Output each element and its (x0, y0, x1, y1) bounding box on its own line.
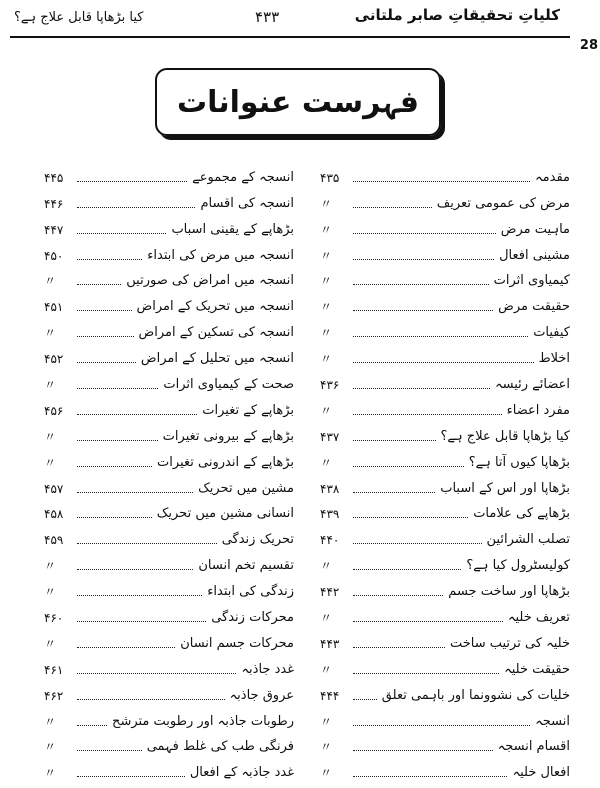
toc-entry-title: محرکات جسم انسان (180, 635, 294, 651)
toc-entry-title: تصلب الشرائین (486, 532, 570, 548)
dot-leader (353, 388, 490, 389)
toc-entry (44, 497, 294, 523)
toc-entry-page: ۴۵۹ (44, 533, 64, 548)
dot-leader (353, 647, 445, 648)
toc-entry (44, 315, 294, 341)
toc-entry-title: کولیسٹرول کیا ہے؟ (466, 558, 570, 574)
toc-entry-page: 〃 (320, 222, 333, 237)
toc-entry-page: ۴۵۸ (44, 507, 64, 522)
toc-entry-page: ۴۳۸ (320, 481, 340, 496)
toc-entry-page: ۴۵۶ (44, 403, 64, 418)
toc-entry-title: تعریف خلیہ (507, 610, 570, 626)
dot-leader (353, 336, 528, 337)
toc-left-column (44, 160, 294, 781)
toc-entry-page: 〃 (320, 196, 333, 211)
toc-entry-title: بڑھاپے کے تغیرات (202, 402, 294, 418)
toc-entry (320, 341, 570, 367)
toc-entry-page: 〃 (44, 429, 57, 444)
corner-mark: 28 (579, 38, 598, 53)
toc-entry-title: انسجہ کی تسکین کے امراض (138, 325, 294, 341)
dot-leader (353, 621, 503, 622)
dot-leader (77, 673, 236, 674)
toc-entry-page: 〃 (320, 740, 333, 755)
toc-entry-title: انسجہ کے مجموعے (192, 169, 294, 185)
toc-entry (320, 730, 570, 756)
page-header (0, 0, 600, 53)
toc-entry-title: فرنگی طب کی غلط فہمی (146, 739, 294, 755)
toc-entry (44, 522, 294, 548)
toc-entry-title: تقسیم تخم انسان (198, 558, 294, 574)
toc-entry (320, 393, 570, 419)
toc-entry (44, 445, 294, 471)
toc-entry (44, 548, 294, 574)
toc-entry-page: 〃 (320, 300, 333, 315)
toc-entry (320, 548, 570, 574)
dot-leader (77, 207, 195, 208)
dot-leader (77, 414, 197, 415)
toc-entry (44, 704, 294, 730)
dot-leader (77, 440, 158, 441)
toc-entry-title: مشینی افعال (499, 247, 570, 263)
toc-entry (320, 289, 570, 315)
toc-entry (44, 419, 294, 445)
toc-entry (44, 652, 294, 678)
dot-leader (77, 750, 142, 751)
toc-entry-page: ۴۴۴ (320, 688, 340, 703)
toc-entry-page: ۴۳۷ (320, 429, 340, 444)
toc-entry-page: 〃 (44, 740, 57, 755)
toc-entry-title: اقسام انسجہ (497, 739, 570, 755)
toc-entry-title: زندگی کی ابتداء (207, 584, 294, 600)
toc-entry-title: بڑھاپے کی علامات (473, 506, 570, 522)
dot-leader (353, 517, 468, 518)
toc-entry (320, 419, 570, 445)
toc-entry (320, 522, 570, 548)
toc-entry (44, 730, 294, 756)
dot-leader (353, 595, 443, 596)
toc-entry (320, 471, 570, 497)
dot-leader (77, 388, 158, 389)
dot-leader (353, 207, 432, 208)
toc-entry-title: خلیات کی نشوونما اور باہمی تعلق (381, 687, 570, 703)
toc-entry-title: غدد جاذبہ کے افعال (189, 765, 294, 781)
toc-entry-title: بڑھاپا اور اس کے اسباب (440, 480, 570, 496)
toc-entry-page: 〃 (44, 274, 57, 289)
toc-entry (320, 574, 570, 600)
toc-entry-title: صحت کے کیمیاوی اثرات (163, 377, 294, 393)
dot-leader (353, 181, 530, 182)
toc-entry-page: ۴۳۹ (320, 507, 340, 522)
page-title: فہرست عنوانات (176, 84, 420, 120)
toc-entry-page: 〃 (320, 766, 333, 781)
toc-entry-title: مرض کی عمومی تعریف (436, 195, 570, 211)
toc-entry (44, 289, 294, 315)
toc-entry (320, 160, 570, 186)
toc-entry-page: 〃 (44, 714, 57, 729)
toc-entry-title: بڑھاپا اور ساخت جسم (448, 584, 570, 600)
toc-entry-page: ۴۵۷ (44, 481, 64, 496)
dot-leader (77, 336, 134, 337)
toc-entry (44, 186, 294, 212)
toc-entry-page: 〃 (320, 714, 333, 729)
toc-entry (320, 497, 570, 523)
toc-entry (320, 315, 570, 341)
toc-entry (44, 678, 294, 704)
dot-leader (77, 595, 202, 596)
toc-entry-page: 〃 (320, 326, 333, 341)
toc-entry (320, 212, 570, 238)
toc-entry-page: ۴۴۳ (320, 636, 340, 651)
toc-entry-title: کیا بڑھاپا قابل علاج ہے؟ (440, 428, 570, 444)
toc-entry-page: 〃 (320, 403, 333, 418)
toc-entry-page: ۴۴۰ (320, 533, 340, 548)
toc-entry-page: 〃 (44, 636, 57, 651)
toc-entry (44, 341, 294, 367)
toc-entry-title: تحریک زندگی (221, 532, 294, 548)
toc-entry-page: 〃 (320, 559, 333, 574)
toc-entry (44, 755, 294, 781)
toc-entry-page: ۴۴۵ (44, 170, 64, 185)
dot-leader (77, 725, 107, 726)
toc-entry (44, 626, 294, 652)
toc-entry-page: 〃 (44, 559, 57, 574)
dot-leader (353, 362, 534, 363)
toc-entry-title: انسانی مشین میں تحریک (156, 506, 294, 522)
dot-leader (353, 543, 482, 544)
toc-entry (44, 600, 294, 626)
toc-entry-page: 〃 (320, 662, 333, 677)
dot-leader (77, 492, 193, 493)
dot-leader (77, 362, 136, 363)
dot-leader (77, 621, 206, 622)
title-box (155, 68, 441, 136)
toc-entry-title: غدد جاذبہ (241, 661, 294, 677)
dot-leader (353, 414, 502, 415)
dot-leader (353, 440, 436, 441)
header-rule (10, 36, 570, 38)
toc-entry-title: حقیقت خلیہ (504, 661, 570, 677)
dot-leader (353, 569, 461, 570)
toc-entry-page: 〃 (320, 274, 333, 289)
toc-entry-title: انسجہ میں تحلیل کے امراض (140, 351, 294, 367)
toc-entry-title: مشین میں تحریک (198, 480, 294, 496)
toc-entry-page: ۴۳۵ (320, 170, 340, 185)
toc-entry-title: مفرد اعضاء (506, 402, 570, 418)
toc-entry (320, 600, 570, 626)
dot-leader (353, 284, 489, 285)
running-title: کیا بڑھاپا قابل علاج ہے؟ (14, 10, 144, 25)
dot-leader (77, 569, 193, 570)
toc-entry-title: کیمیاوی اثرات (493, 273, 570, 289)
toc-entry (320, 704, 570, 730)
toc-entry-title: خلیہ کی ترتیب ساخت (449, 635, 570, 651)
toc-entry-title: انسجہ (535, 713, 570, 729)
toc-entry (44, 212, 294, 238)
toc-entry-page: ۴۴۶ (44, 196, 64, 211)
toc-entry-title: مقدمہ (535, 169, 570, 185)
dot-leader (77, 699, 225, 700)
toc-entry-page: 〃 (320, 352, 333, 367)
toc-entry-title: انسجہ کی اقسام (200, 195, 294, 211)
toc-entry-page: ۴۶۰ (44, 611, 64, 626)
dot-leader (353, 750, 493, 751)
toc-entry (320, 186, 570, 212)
toc-entry (320, 238, 570, 264)
dot-leader (77, 284, 121, 285)
dot-leader (353, 259, 494, 260)
toc-entry (44, 393, 294, 419)
toc-entry-page: 〃 (320, 455, 333, 470)
dot-leader (77, 181, 187, 182)
dot-leader (77, 310, 132, 311)
toc-entry-title: بڑھاپے کے بیرونی تغیرات (162, 428, 294, 444)
toc-entry (44, 264, 294, 290)
toc-entry-title: انسجہ میں مرض کی ابتداء (147, 247, 294, 263)
page-number: ۴۳۳ (255, 8, 280, 26)
dot-leader (77, 259, 142, 260)
toc-entry-page: ۴۶۲ (44, 688, 64, 703)
toc-entry-title: بڑھاپے کے اندرونی تغیرات (157, 454, 294, 470)
toc-right-column (320, 160, 570, 781)
toc-entry-title: بڑھاپے کے یقینی اسباب (171, 221, 294, 237)
toc-entry (320, 264, 570, 290)
toc-entry (320, 367, 570, 393)
toc-entry-page: ۴۴۷ (44, 222, 64, 237)
toc-entry-page: ۴۵۰ (44, 248, 64, 263)
toc-entry-page: ۴۵۱ (44, 300, 64, 315)
toc-entry-title: محرکات زندگی (211, 610, 294, 626)
toc-entry (44, 160, 294, 186)
toc-entry (44, 238, 294, 264)
book-title: کلیاتِ تحقیقاتِ صابر ملتانی (354, 6, 560, 24)
toc-entry-title: ماہیت مرض (500, 221, 570, 237)
toc-entry-title: رطوبات جاذبہ اور رطوبت مترشح (112, 713, 294, 729)
toc-entry (320, 445, 570, 471)
toc-entry-page: 〃 (320, 248, 333, 263)
dot-leader (353, 673, 499, 674)
toc-entry-page: 〃 (44, 585, 57, 600)
toc-entry-title: عروق جاذبہ (229, 687, 294, 703)
dot-leader (353, 466, 464, 467)
dot-leader (77, 233, 166, 234)
toc-entry-title: اخلاط (538, 351, 570, 367)
dot-leader (353, 725, 530, 726)
toc-entry-page: ۴۶۱ (44, 662, 64, 677)
dot-leader (353, 776, 507, 777)
toc-entry-title: کیفیات (533, 325, 570, 341)
toc-entry (44, 574, 294, 600)
toc-entry-title: انسجہ میں تحریک کے امراض (136, 299, 294, 315)
toc-entry-title: انسجہ میں امراض کی صورتیں (126, 273, 294, 289)
toc-entry-page: 〃 (44, 326, 57, 341)
dot-leader (353, 233, 496, 234)
toc-entry-page: 〃 (44, 766, 57, 781)
toc-entry-page: ۴۳۶ (320, 378, 340, 393)
toc-entry (320, 755, 570, 781)
toc-entry-title: افعال خلیہ (512, 765, 570, 781)
toc-entry-title: حقیقت مرض (498, 299, 570, 315)
toc-entry-page: 〃 (44, 378, 57, 393)
toc-entry-page: ۴۵۲ (44, 352, 64, 367)
toc-entry-page: 〃 (44, 455, 57, 470)
dot-leader (77, 517, 152, 518)
toc-entry (44, 471, 294, 497)
toc-entry (320, 652, 570, 678)
toc-entry (320, 678, 570, 704)
dot-leader (77, 647, 175, 648)
dot-leader (77, 543, 217, 544)
toc-entry-title: بڑھاپا کیوں آتا ہے؟ (468, 454, 570, 470)
dot-leader (77, 466, 152, 467)
toc-entry (44, 367, 294, 393)
toc-entry (320, 626, 570, 652)
dot-leader (353, 492, 435, 493)
toc-entry-page: ۴۴۲ (320, 585, 340, 600)
toc-entry-page: 〃 (320, 611, 333, 626)
toc-entry-title: اعضائے رئیسہ (494, 377, 570, 393)
dot-leader (353, 310, 493, 311)
dot-leader (77, 776, 185, 777)
dot-leader (353, 699, 377, 700)
